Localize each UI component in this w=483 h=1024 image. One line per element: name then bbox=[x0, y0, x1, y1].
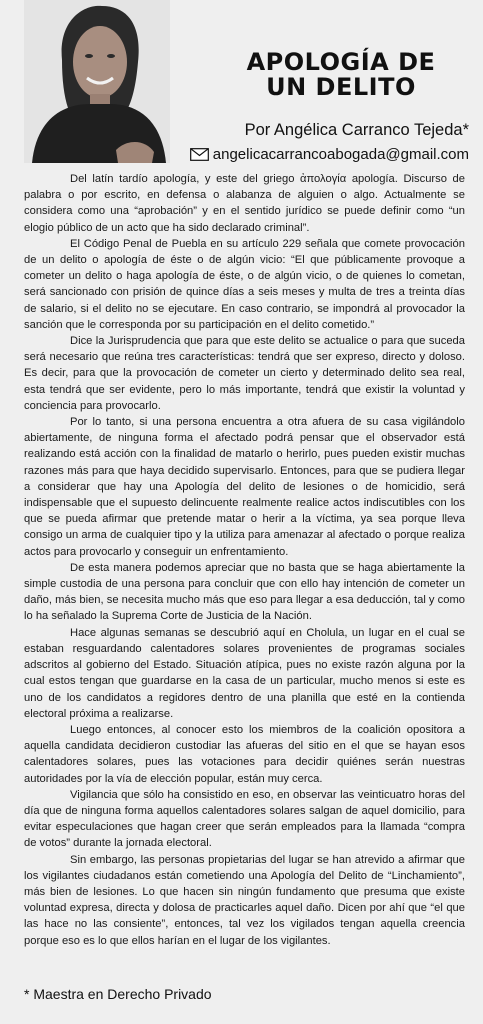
author-photo bbox=[24, 0, 170, 163]
paragraph: Por lo tanto, si una persona encuentra a otra afuera de su casa vigilándolo abiertamente, de ninguna forma el afectado podrá pensar que el observador está realizando está acción con la finalidad de matarlo o herirlo, pues pueden existir muchas razones más para que haya decidido supervisarlo. Entonces, para que se pudiera llegar a considerar que hay una Apología del delito de lesiones o de homicidio, será indispensable que el supuesto delincuente realmente realice actos indiscutibles con los que se pueda afirmar que pretende matar o herir a la víctima, ya sea porque lleva consigo un arma de cualquier tipo y la utiliza para amenazar al afectado o porque realiza actos para provocarlo y conseguir un enfrentamiento. bbox=[24, 416, 465, 558]
envelope-icon bbox=[190, 148, 209, 161]
paragraph: Del latín tardío apología, y este del griego ἀπολογία apología. Discurso de palabra o por escrito, en defensa o alabanza de alguien o algo. Actualmente se considera como una “aprobación” y en el sentido jurídico se puede definir como “un elogio público de un acto que ha sido declarado criminal”. bbox=[24, 173, 465, 234]
title-line-1: APOLOGÍA DE bbox=[246, 48, 436, 76]
author-byline: Por Angélica Carranco Tejeda* bbox=[244, 121, 469, 139]
paragraph: Sin embargo, las personas propietarias del lugar se han atrevido a afirmar que los vigilantes ciudadanos están cometiendo una Apología del Delito de “Linchamiento”, más bien de lesiones. Lo que hacen sin ningún fundamento que presuma que existe voluntad expresa, directa y dolosa de practicarles aquel daño. Dicen por ahí que “el que las hace no las consiente”, entonces, tal vez los vigilados tengan aquella creencia porque eso es lo que ellos harían en el lugar de los vigilantes. bbox=[24, 853, 465, 947]
paragraph: Luego entonces, al conocer esto los miembros de la coalición opositora a aquella candidata decidieron custodiar las afueras del sitio en el que se hayan esos calentadores solares, pues las votaciones para decidir quiénes serán nuestras autoridades por la vía de elección popular, están muy cerca. bbox=[24, 723, 465, 785]
author-email[interactable]: angelicacarrancoabogada@gmail.com bbox=[212, 146, 469, 163]
article-body bbox=[24, 171, 465, 949]
paragraph: Vigilancia que sólo ha consistido en eso, en observar las veinticuatro horas del día que de ninguna forma aquellos calentadores solares salgan de aquel domicilio, para evitar especulaciones que hagan creer que serán empleados para la llamada “compra de votos” durante la jornada electoral. bbox=[24, 788, 465, 850]
title-line-2: UN DELITO bbox=[266, 73, 416, 101]
author-email-row bbox=[190, 146, 469, 163]
article-title bbox=[210, 50, 472, 100]
paragraph: Dice la Jurisprudencia que para que este delito se actualice o para que suceda será necesario que reúna tres características: tendrá que ser expreso, directo y doloso. Es decir, para que la provocación de cometer un cierto y determinado delito sea real, esta tendrá que ser evidente, pero lo más importante, tendrá que existir la voluntad y conciencia para provocarlo. bbox=[24, 335, 465, 412]
author-footnote: * Maestra en Derecho Privado bbox=[24, 986, 212, 1002]
paragraph: Hace algunas semanas se descubrió aquí en Cholula, un lugar en el cual se estaban resguardando calentadores solares provenientes de programas sociales adscritos al gobierno del Estado. Situación atípica, pues no existe razón alguna por la cual estos tengan que guardarse en la casa de un particular, mucho menos si este es uno de los candidatos a regidores dentro de una planilla que esté en la contienda electoral próxima a realizarse. bbox=[24, 626, 465, 720]
paragraph: De esta manera podemos apreciar que no basta que se haga abiertamente la simple custodia de una persona para concluir que con ello hay intención de cometer un daño, más bien, se necesita mucho más que eso para llegar a esa deducción, tal y como lo ha señalado la Suprema Corte de Justicia de la Nación. bbox=[24, 561, 465, 623]
paragraph: El Código Penal de Puebla en su artículo 229 señala que comete provocación de un delito o apología de éste o de algún vicio: “El que públicamente provoque a cometer un delito o haga apología de éste, o de algún vicio, o de quienes lo cometan, será sancionado con prisión de quince días a seis meses y multa de tres a treinta días de salario, si el delito no se ejecutare. En caso contrario, se impondrá al provocador la sanción que le corresponda por su participación en el delito cometido.” bbox=[24, 237, 465, 331]
author-portrait bbox=[24, 0, 170, 163]
